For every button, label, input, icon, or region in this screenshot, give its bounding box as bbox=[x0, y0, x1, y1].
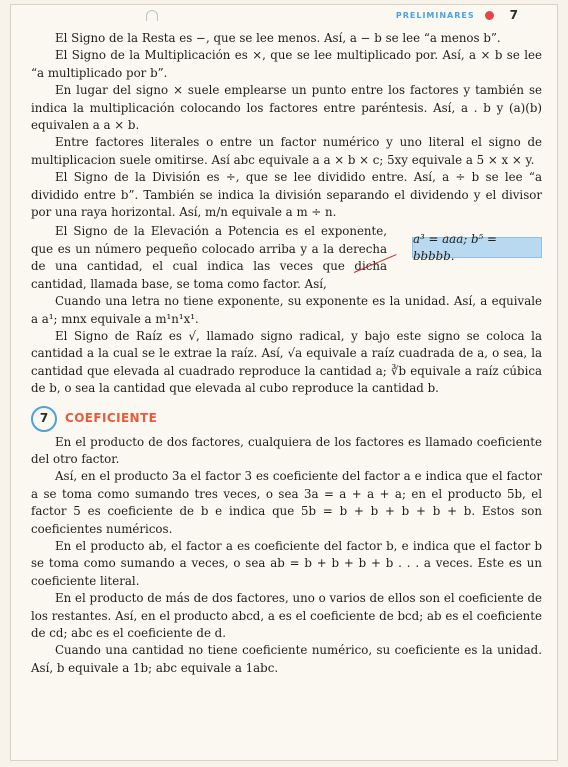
page bbox=[10, 4, 558, 761]
coef-paragraph-5: Cuando una cantidad no tiene coeficiente numérico, su coeficiente es la unidad. Así, b equivale a 1b; abc equivale a 1abc. bbox=[31, 643, 542, 675]
header bbox=[396, 6, 518, 24]
section-number: 7 bbox=[31, 406, 57, 432]
multiplicacion-paragraph-2: En lugar del signo × suele emplearse un punto entre los factores y también se indica la multiplicación colocando los factores entre paréntesis. Así, a . b y (a)(b) equivalen a a × b. bbox=[31, 83, 542, 133]
coef-paragraph-4: En el producto de más de dos factores, uno o varios de ellos son el coeficiente de los restantes. Así, en el producto abcd, a es el coeficiente de bcd; ab es el coeficiente de cd; abc es el coeficiente de d. bbox=[31, 591, 542, 640]
content bbox=[31, 30, 542, 677]
multiplicacion-paragraph-3: Entre factores literales o entre un factor numérico y uno literal el signo de multiplicacion suele omitirse. Así abc equivale a a × b × c; 5xy equivale a 5 × x × y. bbox=[31, 135, 542, 167]
multiplicacion-paragraph-1: El Signo de la Multiplicación es ×, que se lee multiplicado por. Así, a × b se lee “a multiplicado por b”. bbox=[31, 48, 542, 80]
section-heading bbox=[31, 406, 542, 432]
section-title: PRELIMINARES bbox=[395, 10, 475, 20]
coef-paragraph-1: En el producto de dos factores, cualquiera de los factores es llamado coeficiente del otro factor. bbox=[31, 434, 542, 466]
page-number: 7 bbox=[509, 8, 518, 22]
coef-paragraph-3: En el producto ab, el factor a es coeficiente del factor b, e indica que el factor b se toma como sumando a veces, o sea ab = b + b + b + b . . . a veces. Este es un coeficiente literal. bbox=[31, 538, 542, 588]
potencia-paragraph: El Signo de la Elevación a Potencia es el exponente, que es un número pequeño colocado arriba y a la derecha de una cantidad, el cual indica las veces que dicha cantidad, llamada base, se toma como factor. Así, bbox=[31, 224, 387, 291]
raiz-paragraph: El Signo de Raíz es √, llamado signo radical, y bajo este signo se coloca la cantidad a la cual se le extrae la raíz. Así, √a equivale a raíz cuadrada de a, o sea, la cantidad que elevada al cuadrado reproduce la cantidad a; ∛b equivale a raíz cúbica de b, o sea la cantidad que elevada al cubo reproduce la cantidad b. bbox=[31, 328, 542, 396]
unidad-paragraph: Cuando una letra no tiene exponente, su exponente es la unidad. Así, a equivale a a¹; mnx equivale a m¹n¹x¹. bbox=[31, 294, 542, 326]
coef-paragraph-2: Así, en el producto 3a el factor 3 es coeficiente del factor a e indica que el factor a se toma como sumando tres veces, o sea 3a = a + a + a; en el producto 5b, el factor 5 es coeficiente de b e indica que 5b = b + b + b + b + b. Estos son coeficientes numéricos. bbox=[31, 469, 542, 536]
section-heading-title: COEFICIENTE bbox=[65, 410, 158, 425]
corner-mark bbox=[146, 10, 158, 21]
division-paragraph: El Signo de la División es ÷, que se lee dividido entre. Así, a ÷ b se lee “a dividido entre b”. También se indica la división separando el dividendo y el divisor por una raya horizontal. Así, m/n equivale a m ÷ n. bbox=[31, 170, 542, 220]
resta-paragraph: El Signo de la Resta es −, que se lee menos. Así, a − b se lee “a menos b”. bbox=[55, 31, 501, 45]
exponent-example-box: a³ = aaa; b⁵ = bbbbb. bbox=[412, 237, 542, 258]
exponent-block bbox=[31, 223, 542, 293]
header-dot bbox=[485, 11, 494, 20]
